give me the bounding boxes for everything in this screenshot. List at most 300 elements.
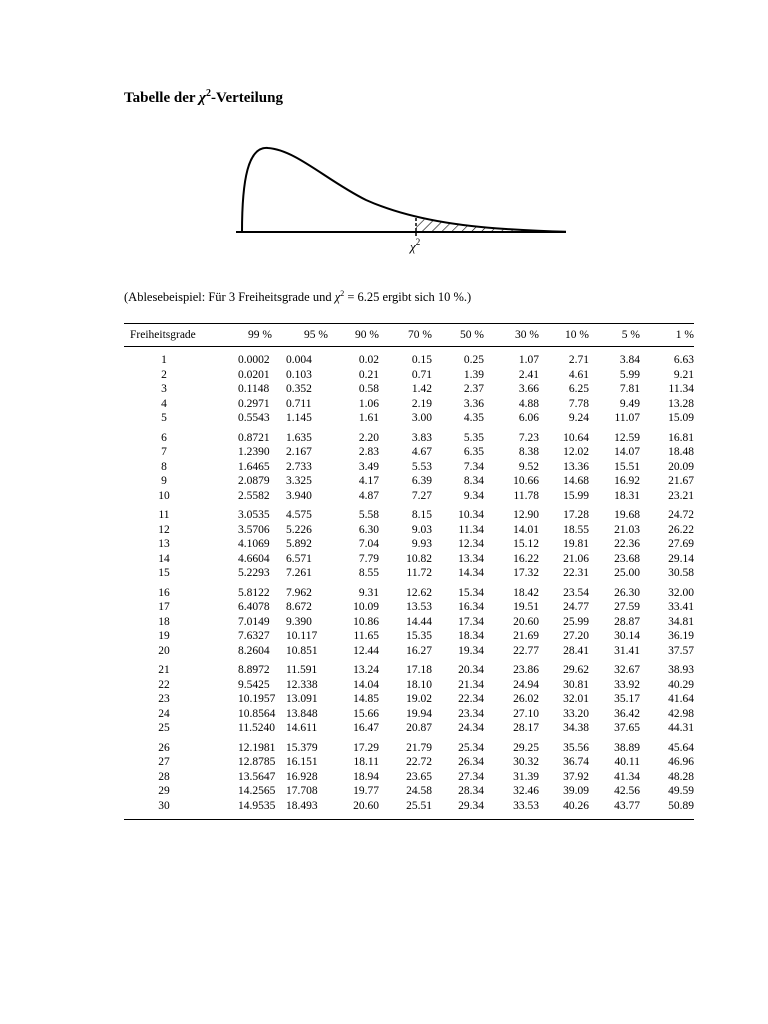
value-cell: 12.34 <box>458 538 484 550</box>
value-cell: 10.117 <box>286 630 318 642</box>
value-cell: 29.25 <box>513 741 539 754</box>
value-cell: 40.11 <box>614 756 640 768</box>
value-cell: 0.5543 <box>238 412 270 424</box>
value-cell: 24.72 <box>668 509 694 521</box>
value-cell: 3.36 <box>463 397 484 410</box>
caption-part1: (Ablesebeispiel: Für 3 Freiheitsgrade und <box>124 290 335 305</box>
value-cell: 41.64 <box>668 693 694 705</box>
value-cell: 24.94 <box>513 678 539 691</box>
row-group <box>124 586 694 659</box>
value-cell: 11.34 <box>668 383 694 395</box>
df-cell: 19 <box>158 630 170 642</box>
value-cell: 4.17 <box>358 475 379 487</box>
value-cell: 22.77 <box>513 644 539 657</box>
df-cell: 18 <box>158 615 170 628</box>
value-cell: 1.6465 <box>238 460 270 473</box>
value-cell: 24.34 <box>458 722 484 734</box>
value-cell: 18.31 <box>614 489 640 502</box>
value-cell: 2.5582 <box>238 489 270 502</box>
value-cell: 10.86 <box>353 615 379 628</box>
value-cell: 28.87 <box>614 615 640 628</box>
table-row <box>124 474 694 489</box>
value-cell: 1.2390 <box>238 446 270 458</box>
value-cell: 17.29 <box>353 741 379 754</box>
table-row <box>124 445 694 460</box>
value-cell: 10.8564 <box>238 707 276 720</box>
value-cell: 5.2293 <box>238 567 270 579</box>
value-cell: 8.55 <box>358 567 379 579</box>
value-cell: 4.35 <box>463 412 484 424</box>
value-cell: 2.0879 <box>238 475 270 487</box>
table-row <box>124 523 694 538</box>
table <box>124 324 694 813</box>
value-cell: 4.87 <box>358 489 379 502</box>
value-cell: 0.15 <box>411 354 432 366</box>
table-row <box>124 368 694 383</box>
value-cell: 12.8785 <box>238 756 276 768</box>
table-row <box>124 721 694 736</box>
value-cell: 13.091 <box>286 693 318 705</box>
value-cell: 25.51 <box>406 799 432 812</box>
df-cell: 26 <box>158 741 170 754</box>
value-cell: 14.07 <box>614 446 640 458</box>
value-cell: 9.49 <box>619 397 640 410</box>
value-cell: 6.06 <box>518 412 539 424</box>
value-cell: 0.58 <box>358 383 379 395</box>
value-cell: 15.35 <box>406 630 432 642</box>
value-cell: 6.25 <box>568 383 589 395</box>
value-cell: 33.20 <box>563 707 589 720</box>
df-cell: 24 <box>158 707 170 720</box>
value-cell: 23.65 <box>406 770 432 783</box>
value-cell: 19.77 <box>353 785 379 797</box>
value-cell: 5.892 <box>286 538 312 550</box>
value-cell: 21.06 <box>563 552 589 565</box>
value-cell: 15.66 <box>353 707 379 720</box>
value-cell: 18.11 <box>353 756 379 768</box>
df-cell: 7 <box>161 446 167 458</box>
table-row <box>124 741 694 756</box>
value-cell: 4.575 <box>286 509 312 521</box>
table-row <box>124 508 694 523</box>
value-cell: 2.41 <box>518 368 539 381</box>
value-cell: 26.34 <box>458 756 484 768</box>
value-cell: 6.39 <box>411 475 432 487</box>
value-cell: 23.68 <box>614 552 640 565</box>
density-curve <box>242 148 566 232</box>
value-cell: 16.92 <box>614 475 640 487</box>
value-cell: 50.89 <box>668 799 694 812</box>
value-cell: 11.65 <box>353 630 379 642</box>
df-cell: 25 <box>158 722 170 734</box>
value-cell: 14.44 <box>406 615 432 628</box>
value-cell: 26.22 <box>668 523 694 536</box>
table-row <box>124 397 694 412</box>
df-cell: 16 <box>158 586 170 599</box>
value-cell: 0.711 <box>286 397 312 410</box>
value-cell: 9.21 <box>673 368 694 381</box>
value-cell: 21.79 <box>406 741 432 754</box>
table-row <box>124 644 694 659</box>
caption <box>124 289 471 305</box>
table-row <box>124 770 694 785</box>
table-row <box>124 537 694 552</box>
value-cell: 8.38 <box>518 446 539 458</box>
value-cell: 31.41 <box>614 644 640 657</box>
value-cell: 3.940 <box>286 489 312 502</box>
value-cell: 10.66 <box>513 475 539 487</box>
value-cell: 2.167 <box>286 446 312 458</box>
value-cell: 34.81 <box>668 615 694 628</box>
table-row <box>124 489 694 504</box>
value-cell: 19.51 <box>513 601 539 613</box>
table-row <box>124 382 694 397</box>
value-cell: 15.99 <box>563 489 589 502</box>
table-row <box>124 707 694 722</box>
value-cell: 15.09 <box>668 412 694 424</box>
value-cell: 7.27 <box>411 489 432 502</box>
value-cell: 8.34 <box>463 475 484 487</box>
value-cell: 12.1981 <box>238 741 276 754</box>
value-cell: 21.03 <box>614 523 640 536</box>
value-cell: 28.41 <box>563 644 589 657</box>
value-cell: 19.02 <box>406 693 432 705</box>
value-cell: 6.30 <box>358 523 379 536</box>
header-percent: 99 % <box>248 329 272 341</box>
value-cell: 27.59 <box>614 601 640 613</box>
value-cell: 36.74 <box>563 756 589 768</box>
value-cell: 34.38 <box>563 722 589 734</box>
value-cell: 15.12 <box>513 538 539 550</box>
df-cell: 13 <box>158 538 170 550</box>
value-cell: 24.58 <box>406 785 432 797</box>
value-cell: 17.28 <box>563 509 589 521</box>
table-row <box>124 784 694 799</box>
value-cell: 33.92 <box>614 678 640 691</box>
value-cell: 23.34 <box>458 707 484 720</box>
bottom-rule <box>124 819 694 820</box>
value-cell: 12.59 <box>614 431 640 444</box>
value-cell: 25.99 <box>563 615 589 628</box>
value-cell: 14.04 <box>353 678 379 691</box>
caption-exponent: 2 <box>340 289 345 298</box>
value-cell: 30.81 <box>563 678 589 691</box>
row-group <box>124 353 694 426</box>
value-cell: 0.0201 <box>238 368 270 381</box>
value-cell: 36.19 <box>668 630 694 642</box>
value-cell: 22.34 <box>458 693 484 705</box>
table-row <box>124 615 694 630</box>
value-cell: 23.86 <box>513 664 539 676</box>
title-prefix: Tabelle der <box>124 90 200 106</box>
value-cell: 14.01 <box>513 523 539 536</box>
df-cell: 21 <box>158 664 170 676</box>
value-cell: 21.69 <box>513 630 539 642</box>
title-suffix: -Verteilung <box>211 90 283 106</box>
value-cell: 1.635 <box>286 431 312 444</box>
value-cell: 2.83 <box>358 446 379 458</box>
df-cell: 6 <box>161 431 167 444</box>
value-cell: 37.57 <box>668 644 694 657</box>
value-cell: 42.98 <box>668 707 694 720</box>
df-cell: 22 <box>158 678 170 691</box>
df-cell: 17 <box>158 601 170 613</box>
value-cell: 1.06 <box>358 397 379 410</box>
header-percent: 90 % <box>355 329 379 341</box>
value-cell: 3.325 <box>286 475 312 487</box>
value-cell: 1.42 <box>411 383 432 395</box>
value-cell: 46.96 <box>668 756 694 768</box>
table-row <box>124 799 694 814</box>
value-cell: 16.27 <box>406 644 432 657</box>
df-cell: 30 <box>158 799 170 812</box>
value-cell: 38.89 <box>614 741 640 754</box>
value-cell: 16.81 <box>668 431 694 444</box>
value-cell: 35.17 <box>614 693 640 705</box>
value-cell: 16.47 <box>353 722 379 734</box>
value-cell: 39.09 <box>563 785 589 797</box>
value-cell: 11.5240 <box>238 722 275 734</box>
value-cell: 10.34 <box>458 509 484 521</box>
value-cell: 10.82 <box>406 552 432 565</box>
value-cell: 12.90 <box>513 509 539 521</box>
value-cell: 20.60 <box>513 615 539 628</box>
value-cell: 5.53 <box>411 460 432 473</box>
value-cell: 0.0002 <box>238 354 270 366</box>
value-cell: 4.61 <box>568 368 589 381</box>
value-cell: 11.591 <box>286 664 318 676</box>
value-cell: 7.962 <box>286 586 312 599</box>
header-percent: 1 % <box>675 329 694 341</box>
table-row <box>124 431 694 446</box>
value-cell: 3.49 <box>358 460 379 473</box>
value-cell: 22.36 <box>614 538 640 550</box>
value-cell: 21.34 <box>458 678 484 691</box>
value-cell: 3.66 <box>518 383 539 395</box>
value-cell: 14.85 <box>353 693 379 705</box>
value-cell: 7.23 <box>518 431 539 444</box>
value-cell: 10.1957 <box>238 693 276 705</box>
value-cell: 0.2971 <box>238 397 270 410</box>
page-title <box>124 88 283 107</box>
value-cell: 18.55 <box>563 523 589 536</box>
value-cell: 15.51 <box>614 460 640 473</box>
value-cell: 3.0535 <box>238 509 270 521</box>
table-row <box>124 600 694 615</box>
value-cell: 8.8972 <box>238 664 270 676</box>
value-cell: 14.611 <box>286 722 318 734</box>
value-cell: 6.63 <box>673 354 694 366</box>
value-cell: 9.52 <box>518 460 539 473</box>
table-row <box>124 692 694 707</box>
value-cell: 5.8122 <box>238 586 270 599</box>
value-cell: 0.8721 <box>238 431 270 444</box>
df-cell: 29 <box>158 785 170 797</box>
chi-square-density-figure <box>236 140 568 258</box>
value-cell: 40.26 <box>563 799 589 812</box>
value-cell: 0.25 <box>463 354 484 366</box>
value-cell: 13.28 <box>668 397 694 410</box>
value-cell: 18.493 <box>286 799 318 812</box>
df-cell: 9 <box>161 475 167 487</box>
value-cell: 32.00 <box>668 586 694 599</box>
value-cell: 0.21 <box>358 368 379 381</box>
value-cell: 8.672 <box>286 601 312 613</box>
value-cell: 7.6327 <box>238 630 270 642</box>
value-cell: 7.04 <box>358 538 379 550</box>
df-cell: 20 <box>158 644 170 657</box>
value-cell: 7.78 <box>568 397 589 410</box>
value-cell: 0.1148 <box>238 383 270 395</box>
value-cell: 14.68 <box>563 475 589 487</box>
title-chi-symbol: χ <box>199 90 206 106</box>
value-cell: 27.69 <box>668 538 694 550</box>
value-cell: 9.03 <box>411 523 432 536</box>
value-cell: 29.62 <box>563 664 589 676</box>
value-cell: 30.14 <box>614 630 640 642</box>
value-cell: 41.34 <box>614 770 640 783</box>
value-cell: 13.53 <box>406 601 432 613</box>
value-cell: 25.34 <box>458 741 484 754</box>
value-cell: 28.17 <box>513 722 539 734</box>
value-cell: 9.24 <box>568 412 589 424</box>
value-cell: 26.30 <box>614 586 640 599</box>
value-cell: 2.37 <box>463 383 484 395</box>
value-cell: 11.34 <box>458 523 484 536</box>
value-cell: 19.94 <box>406 707 432 720</box>
value-cell: 3.00 <box>411 412 432 424</box>
value-cell: 27.20 <box>563 630 589 642</box>
value-cell: 18.94 <box>353 770 379 783</box>
df-cell: 1 <box>161 354 167 366</box>
value-cell: 40.29 <box>668 678 694 691</box>
value-cell: 11.07 <box>614 412 640 424</box>
df-cell: 14 <box>158 552 170 565</box>
value-cell: 10.64 <box>563 431 589 444</box>
table-row <box>124 663 694 678</box>
value-cell: 30.32 <box>513 756 539 768</box>
table-row <box>124 755 694 770</box>
value-cell: 2.20 <box>358 431 379 444</box>
value-cell: 32.01 <box>563 693 589 705</box>
value-cell: 28.34 <box>458 785 484 797</box>
value-cell: 7.79 <box>358 552 379 565</box>
header-percent: 70 % <box>408 329 432 341</box>
value-cell: 4.88 <box>518 397 539 410</box>
df-cell: 5 <box>161 412 167 424</box>
caption-chi-symbol: χ <box>334 290 341 305</box>
df-cell: 10 <box>158 489 170 502</box>
header-percent: 95 % <box>304 329 328 341</box>
value-cell: 13.848 <box>286 707 318 720</box>
table-row <box>124 678 694 693</box>
value-cell: 20.87 <box>406 722 432 734</box>
value-cell: 30.58 <box>668 567 694 579</box>
value-cell: 25.00 <box>614 567 640 579</box>
value-cell: 1.39 <box>463 368 484 381</box>
value-cell: 21.67 <box>668 475 694 487</box>
value-cell: 33.53 <box>513 799 539 812</box>
value-cell: 45.64 <box>668 741 694 754</box>
value-cell: 14.9535 <box>238 799 276 812</box>
value-cell: 0.103 <box>286 368 312 381</box>
value-cell: 18.34 <box>458 630 484 642</box>
value-cell: 27.34 <box>458 770 484 783</box>
table-row <box>124 552 694 567</box>
value-cell: 19.68 <box>614 509 640 521</box>
value-cell: 13.5647 <box>238 770 276 783</box>
table-row <box>124 353 694 368</box>
table-row <box>124 566 694 581</box>
value-cell: 9.34 <box>463 489 484 502</box>
value-cell: 5.35 <box>463 431 484 444</box>
value-cell: 10.09 <box>353 601 379 613</box>
value-cell: 22.72 <box>406 756 432 768</box>
value-cell: 13.36 <box>563 460 589 473</box>
df-cell: 11 <box>158 509 170 521</box>
value-cell: 17.32 <box>513 567 539 579</box>
value-cell: 29.14 <box>668 552 694 565</box>
value-cell: 14.2565 <box>238 785 276 797</box>
value-cell: 18.42 <box>513 586 539 599</box>
header-percent: 10 % <box>565 329 589 341</box>
value-cell: 17.708 <box>286 785 318 797</box>
value-cell: 23.21 <box>668 489 694 502</box>
df-cell: 8 <box>161 460 167 473</box>
value-cell: 5.99 <box>619 368 640 381</box>
value-cell: 27.10 <box>513 707 539 720</box>
df-cell: 4 <box>161 397 167 410</box>
value-cell: 33.41 <box>668 601 694 613</box>
value-cell: 0.02 <box>358 354 379 366</box>
value-cell: 32.46 <box>513 785 539 797</box>
value-cell: 13.24 <box>353 664 379 676</box>
value-cell: 0.352 <box>286 383 312 395</box>
table-row <box>124 586 694 601</box>
value-cell: 23.54 <box>563 586 589 599</box>
value-cell: 3.83 <box>411 431 432 444</box>
value-cell: 9.5425 <box>238 678 270 691</box>
row-group <box>124 508 694 581</box>
value-cell: 5.226 <box>286 523 312 536</box>
value-cell: 0.004 <box>286 354 312 366</box>
value-cell: 20.09 <box>668 460 694 473</box>
value-cell: 42.56 <box>614 785 640 797</box>
header-percent: 50 % <box>460 329 484 341</box>
value-cell: 3.84 <box>619 354 640 366</box>
row-group <box>124 431 694 504</box>
value-cell: 19.81 <box>563 538 589 550</box>
value-cell: 9.93 <box>411 538 432 550</box>
value-cell: 44.31 <box>668 722 694 734</box>
value-cell: 7.81 <box>619 383 640 395</box>
value-cell: 35.56 <box>563 741 589 754</box>
value-cell: 10.851 <box>286 644 318 657</box>
value-cell: 12.338 <box>286 678 318 691</box>
value-cell: 6.35 <box>463 446 484 458</box>
header-df: Freiheitsgrade <box>130 329 196 341</box>
value-cell: 18.48 <box>668 446 694 458</box>
value-cell: 1.145 <box>286 412 312 424</box>
header-row <box>124 324 694 347</box>
value-cell: 11.72 <box>406 567 432 579</box>
value-cell: 15.379 <box>286 741 318 754</box>
value-cell: 16.34 <box>458 601 484 613</box>
df-cell: 2 <box>161 368 167 381</box>
value-cell: 29.34 <box>458 799 484 812</box>
value-cell: 12.44 <box>353 644 379 657</box>
table-row <box>124 629 694 644</box>
